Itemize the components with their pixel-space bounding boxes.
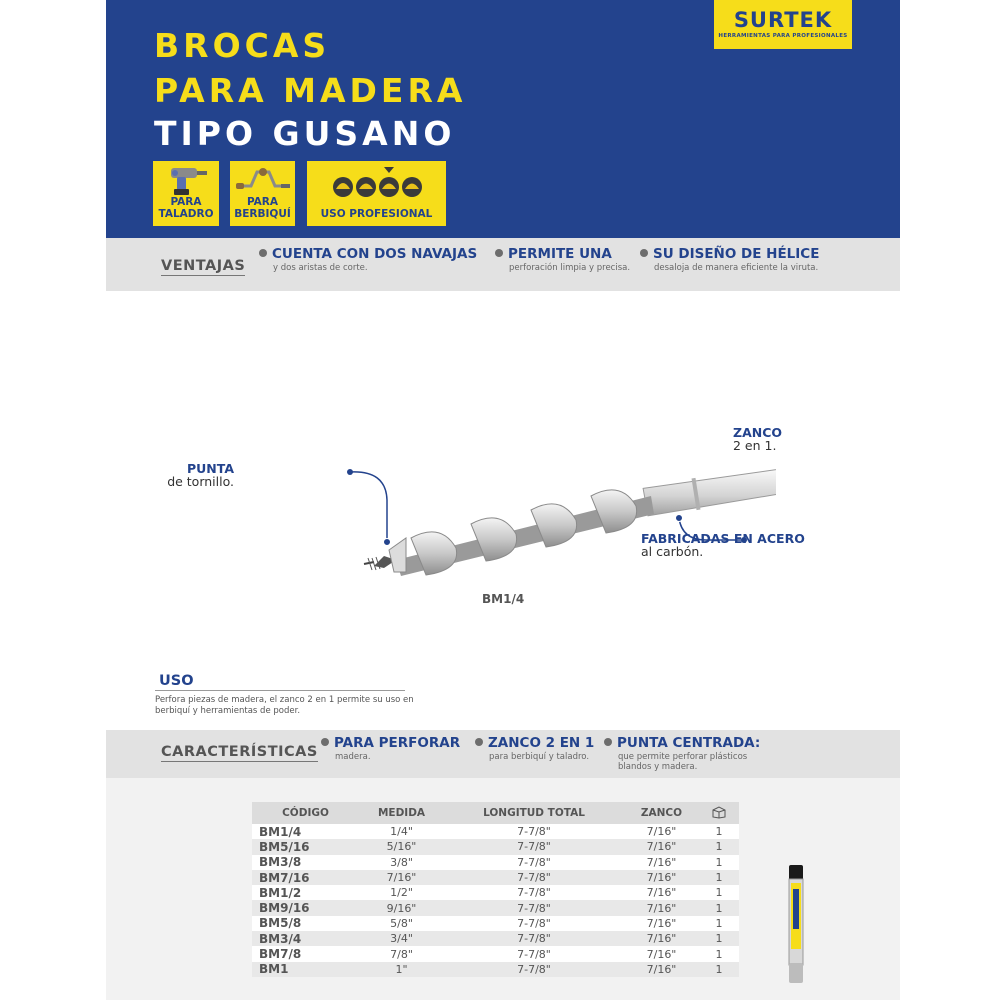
drill-icon: [161, 164, 211, 196]
cell-longitud: 7-7/8": [444, 962, 624, 977]
cell-zanco: 7/16": [624, 885, 699, 900]
cell-medida: 1/4": [359, 824, 444, 839]
cell-zanco: 7/16": [624, 900, 699, 915]
surtek-logo: [714, 0, 852, 49]
cell-codigo: BM5/8: [252, 916, 359, 931]
bullet-icon: [604, 738, 612, 746]
table-row: [252, 870, 739, 885]
professional-use-icons: [331, 165, 423, 201]
cell-medida: 7/8": [359, 946, 444, 961]
ventaja-desc: perforación limpia y precisa.: [509, 263, 631, 273]
table-row: [252, 855, 739, 870]
cell-zanco: 7/16": [624, 931, 699, 946]
cell-qty: 1: [699, 824, 739, 839]
model-label: BM1/4: [482, 592, 525, 606]
badge-drill: [153, 161, 219, 226]
header-medida: MEDIDA: [359, 802, 444, 824]
table-row: [252, 962, 739, 977]
cell-longitud: 7-7/8": [444, 946, 624, 961]
brand-tagline: HERRAMIENTAS PARA PROFESIONALES: [718, 33, 848, 39]
cell-qty: 1: [699, 962, 739, 977]
uso-divider: [155, 690, 405, 691]
cell-codigo: BM7/16: [252, 870, 359, 885]
cell-medida: 5/16": [359, 839, 444, 854]
box-icon: [711, 805, 727, 819]
cell-codigo: BM5/16: [252, 839, 359, 854]
cell-codigo: BM3/8: [252, 855, 359, 870]
ventaja-title: SU DISEÑO DE HÉLICE: [653, 246, 820, 262]
ventaja-item: [259, 246, 477, 273]
cell-codigo: BM1: [252, 962, 359, 977]
ventaja-item: [495, 246, 630, 273]
table-row: [252, 839, 739, 854]
brace-icon: [235, 164, 291, 196]
header-codigo: CÓDIGO: [252, 802, 359, 824]
caracteristicas-label: CARACTERÍSTICAS: [161, 744, 318, 760]
bullet-icon: [321, 738, 329, 746]
cell-medida: 5/8": [359, 916, 444, 931]
cell-zanco: 7/16": [624, 946, 699, 961]
cell-medida: 3/4": [359, 931, 444, 946]
title-line-2: PARA MADERA: [154, 71, 467, 110]
cell-zanco: 7/16": [624, 962, 699, 977]
cell-longitud: 7-7/8": [444, 855, 624, 870]
bullet-icon: [495, 249, 503, 257]
table-row: [252, 946, 739, 961]
caracteristica-desc-2: blandos y madera.: [618, 762, 698, 772]
package-tube-image: [786, 863, 806, 985]
cell-longitud: 7-7/8": [444, 870, 624, 885]
cell-codigo: BM3/4: [252, 931, 359, 946]
spec-table-body: [252, 824, 739, 977]
cell-qty: 1: [699, 916, 739, 931]
cell-medida: 9/16": [359, 900, 444, 915]
caracteristica-desc: madera.: [335, 752, 371, 762]
badge-professional: [307, 161, 446, 226]
bullet-icon: [640, 249, 648, 257]
callout-punta-desc: de tornillo.: [167, 474, 234, 489]
table-row: [252, 916, 739, 931]
callout-zanco-title: ZANCO: [733, 425, 782, 440]
cell-codigo: BM1/4: [252, 824, 359, 839]
callout-punta: [166, 462, 234, 488]
caracteristicas-strip: [106, 730, 900, 778]
cell-medida: 1/2": [359, 885, 444, 900]
spec-table: [252, 802, 739, 977]
cell-qty: 1: [699, 900, 739, 915]
ventajas-label: VENTAJAS: [161, 258, 246, 274]
badge-brace-line2: BERBIQUÍ: [234, 208, 291, 220]
caracteristica-title: PUNTA CENTRADA:: [617, 735, 761, 751]
cell-medida: 7/16": [359, 870, 444, 885]
ventajas-strip: [106, 238, 900, 291]
ventaja-title: PERMITE UNA: [508, 246, 612, 262]
header-qty: [699, 802, 739, 824]
bullet-icon: [259, 249, 267, 257]
cell-qty: 1: [699, 946, 739, 961]
header-zanco: ZANCO: [624, 802, 699, 824]
badge-drill-line2: TALADRO: [158, 208, 214, 220]
ventaja-desc: y dos aristas de corte.: [273, 263, 368, 273]
uso-title: USO: [159, 673, 194, 689]
cell-qty: 1: [699, 855, 739, 870]
cell-qty: 1: [699, 870, 739, 885]
brand-name: SURTEK: [733, 8, 833, 32]
header-longitud: LONGITUD TOTAL: [444, 802, 624, 824]
cell-longitud: 7-7/8": [444, 839, 624, 854]
caracteristica-item: [604, 735, 760, 772]
callout-zanco-desc: 2 en 1.: [733, 438, 777, 453]
callout-acero-title: FABRICADAS EN ACERO: [641, 531, 805, 546]
cell-longitud: 7-7/8": [444, 916, 624, 931]
bullet-icon: [475, 738, 483, 746]
badge-brace-line1: PARA: [246, 196, 279, 208]
ventaja-desc: desaloja de manera eficiente la viruta.: [654, 263, 819, 273]
table-row: [252, 931, 739, 946]
title-line-1: BROCAS: [154, 26, 331, 65]
cell-zanco: 7/16": [624, 870, 699, 885]
cell-codigo: BM7/8: [252, 946, 359, 961]
cell-qty: 1: [699, 885, 739, 900]
cell-zanco: 7/16": [624, 916, 699, 931]
cell-longitud: 7-7/8": [444, 885, 624, 900]
title-line-3: TIPO GUSANO: [154, 114, 456, 153]
product-sheet: [106, 0, 900, 1000]
cell-longitud: 7-7/8": [444, 824, 624, 839]
cell-qty: 1: [699, 839, 739, 854]
cell-longitud: 7-7/8": [444, 931, 624, 946]
callout-acero-desc: al carbón.: [641, 544, 704, 559]
ventaja-title: CUENTA CON DOS NAVAJAS: [272, 246, 478, 262]
badge-drill-line1: PARA: [170, 196, 202, 208]
caracteristica-title: PARA PERFORAR: [334, 735, 461, 751]
badge-brace: [230, 161, 295, 226]
caracteristica-desc: que permite perforar plásticos: [618, 752, 748, 762]
cell-medida: 1": [359, 962, 444, 977]
cell-zanco: 7/16": [624, 839, 699, 854]
caracteristica-title: ZANCO 2 EN 1: [488, 735, 595, 751]
cell-medida: 3/8": [359, 855, 444, 870]
cell-qty: 1: [699, 931, 739, 946]
table-row: [252, 885, 739, 900]
uso-text: Perfora piezas de madera, el zanco 2 en 1 permite su uso en berbiquí y herramientas de poder.: [155, 695, 414, 716]
cell-zanco: 7/16": [624, 824, 699, 839]
ventaja-item: [640, 246, 819, 273]
cell-codigo: BM9/16: [252, 900, 359, 915]
cell-codigo: BM1/2: [252, 885, 359, 900]
caracteristica-desc: para berbiquí y taladro.: [489, 752, 590, 762]
header-banner: [106, 0, 900, 238]
table-row: [252, 900, 739, 915]
auger-bit-image: [256, 410, 776, 610]
callout-acero: [641, 532, 805, 558]
caracteristica-item: [321, 735, 460, 762]
callout-zanco: [733, 426, 782, 452]
badge-professional-label: USO PROFESIONAL: [320, 208, 433, 220]
caracteristica-item: [475, 735, 594, 762]
cell-longitud: 7-7/8": [444, 900, 624, 915]
cell-zanco: 7/16": [624, 855, 699, 870]
callout-punta-title: PUNTA: [186, 461, 234, 476]
table-row: [252, 824, 739, 839]
